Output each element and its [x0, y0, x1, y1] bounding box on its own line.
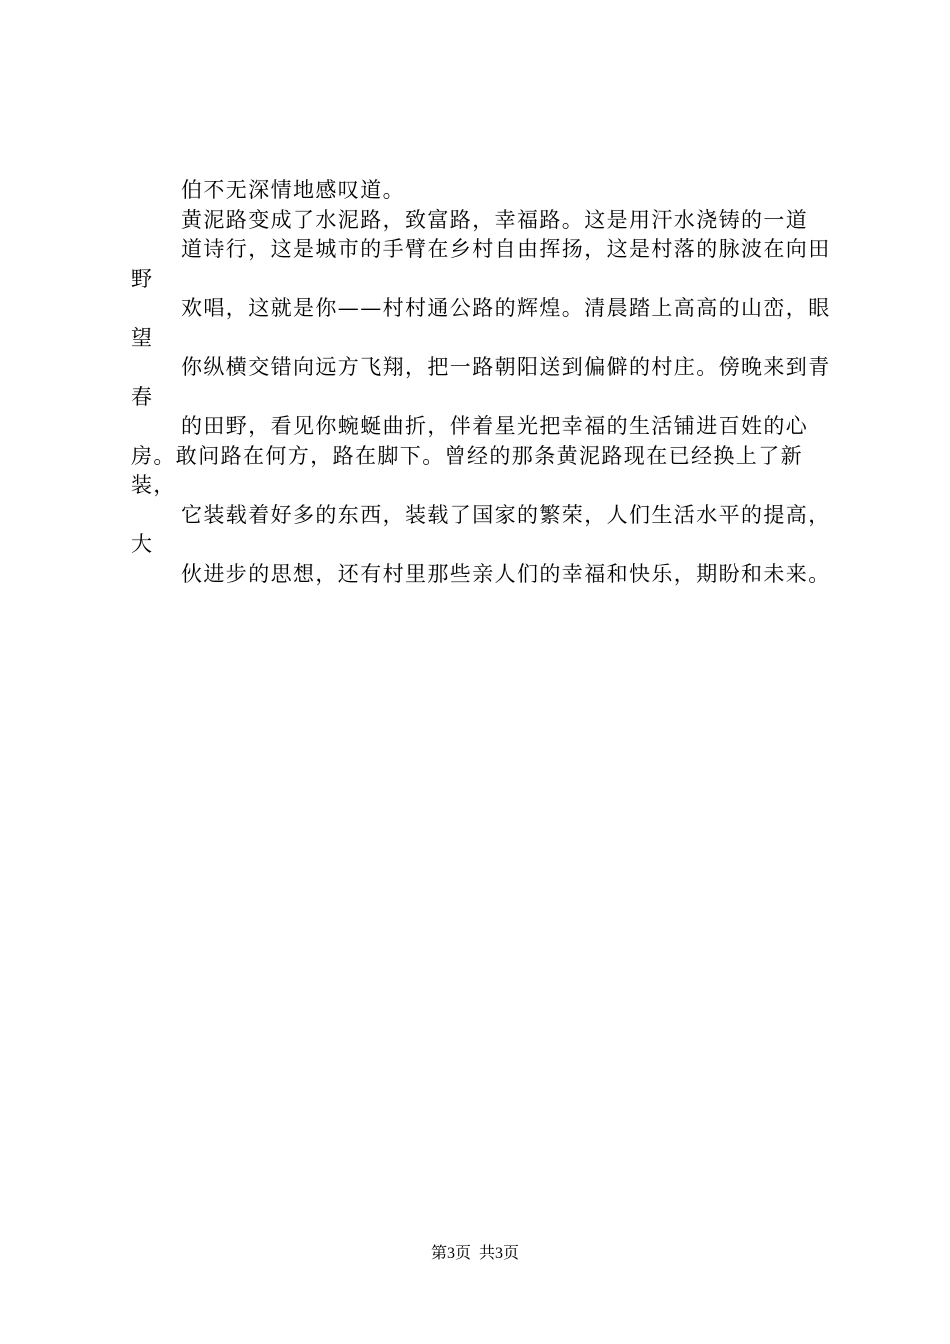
- page-number-total: 共3页: [479, 1245, 520, 1262]
- paragraph-3: [131, 235, 831, 294]
- paragraph-text: 伙进步的思想，还有村里那些亲人们的幸福和快乐，期盼和未来。: [181, 561, 831, 586]
- paragraph-text: 的田野，看见你蜿蜒曲折，伴着星光把幸福的生活铺进百姓的心房。敢问路在何方，路在脚下。曾经的那条黄泥路现在已经换上了新装，: [131, 414, 809, 497]
- paragraph-text: 道诗行，这是城市的手臂在乡村自由挥扬，这是村落的脉波在向田野: [131, 237, 831, 291]
- paragraph-text: 黄泥路变成了水泥路，致富路，幸福路。这是用汗水浇铸的一道: [181, 207, 809, 232]
- paragraph-4: [131, 294, 831, 353]
- document-body: [131, 176, 831, 589]
- paragraph-text: 伯不无深情地感叹道。: [181, 178, 405, 202]
- paragraph-text: 欢唱，这就是你——村村通公路的辉煌。清晨踏上高高的山峦，眼望: [131, 296, 831, 350]
- page-number-current: 第3页: [430, 1245, 471, 1262]
- paragraph-5: [131, 353, 831, 412]
- paragraph-7: [131, 501, 831, 560]
- paragraph-6: [131, 412, 831, 501]
- page-footer: [0, 1244, 950, 1264]
- paragraph-8: [131, 560, 831, 590]
- paragraph-1: [131, 176, 831, 206]
- paragraph-text: 你纵横交错向远方飞翔，把一路朝阳送到偏僻的村庄。傍晚来到青春: [131, 355, 831, 409]
- paragraph-2: [131, 206, 831, 236]
- paragraph-text: 它装载着好多的东西，装载了国家的繁荣，人们生活水平的提高，大: [131, 502, 831, 556]
